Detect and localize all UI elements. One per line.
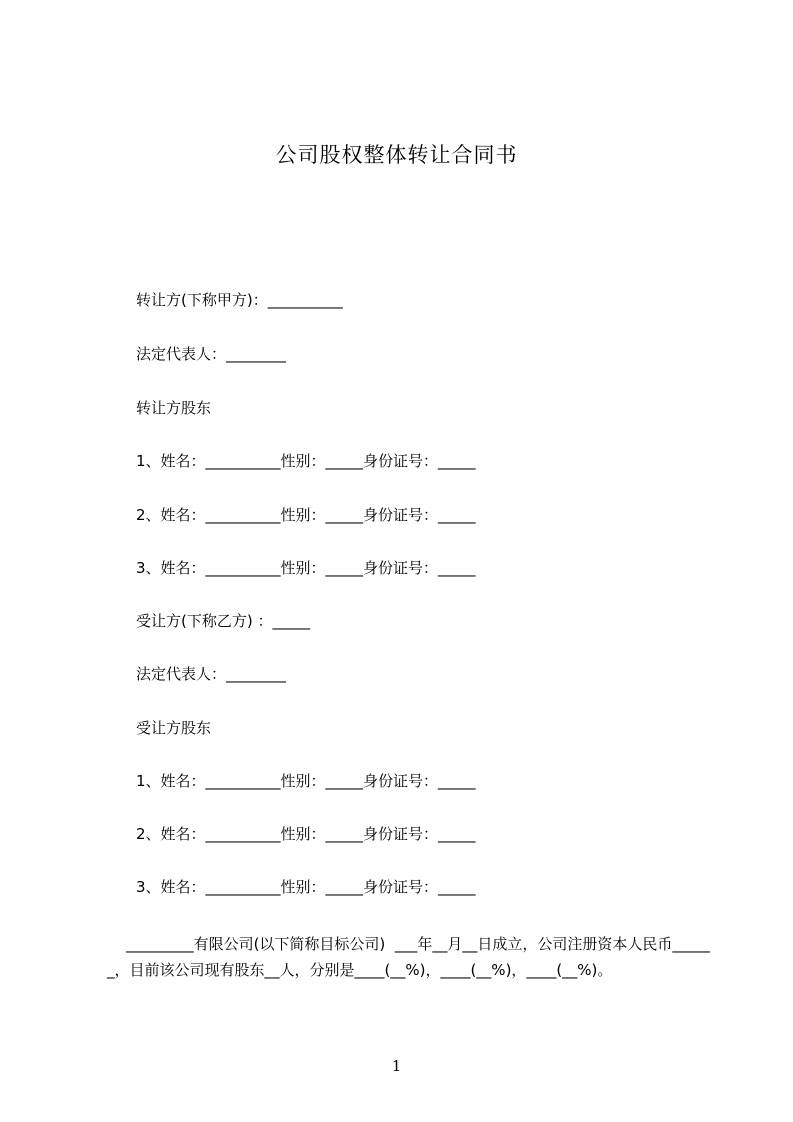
- transferee-line: 受让方(下称乙方) ：_____: [136, 612, 310, 630]
- transferee-shareholder-1-line: 1、姓名：__________性别：_____身份证号：_____: [136, 772, 476, 790]
- document-title: 公司股权整体转让合同书: [275, 143, 518, 167]
- transferee-legal-rep-line: 法定代表人：________: [136, 665, 287, 683]
- transferor-shareholder-3-line: 3、姓名：__________性别：_____身份证号：_____: [136, 559, 476, 577]
- transferor-shareholder-1-line: 1、姓名：__________性别：_____身份证号：_____: [136, 452, 476, 470]
- transferor-line: 转让方(下称甲方)：__________: [136, 291, 343, 309]
- transferor-legal-rep-line: 法定代表人：________: [136, 345, 287, 363]
- transferor-shareholder-2-line: 2、姓名：__________性别：_____身份证号：_____: [136, 506, 476, 524]
- transferor-shareholders-heading: 转让方股东: [136, 399, 212, 417]
- transferee-shareholder-2-line: 2、姓名：__________性别：_____身份证号：_____: [136, 825, 476, 843]
- transferee-shareholder-3-line: 3、姓名：__________性别：_____身份证号：_____: [136, 878, 476, 896]
- page-number: 1: [391, 1057, 402, 1075]
- company-description-paragraph: _________有限公司(以下简称目标公司) ___年__月__日成立，公司注册资本人民币______，目前该公司现有股东__人，分别是____(__%)，____(__%)，____(__%)。: [107, 935, 710, 979]
- transferee-shareholders-heading: 受让方股东: [136, 719, 212, 737]
